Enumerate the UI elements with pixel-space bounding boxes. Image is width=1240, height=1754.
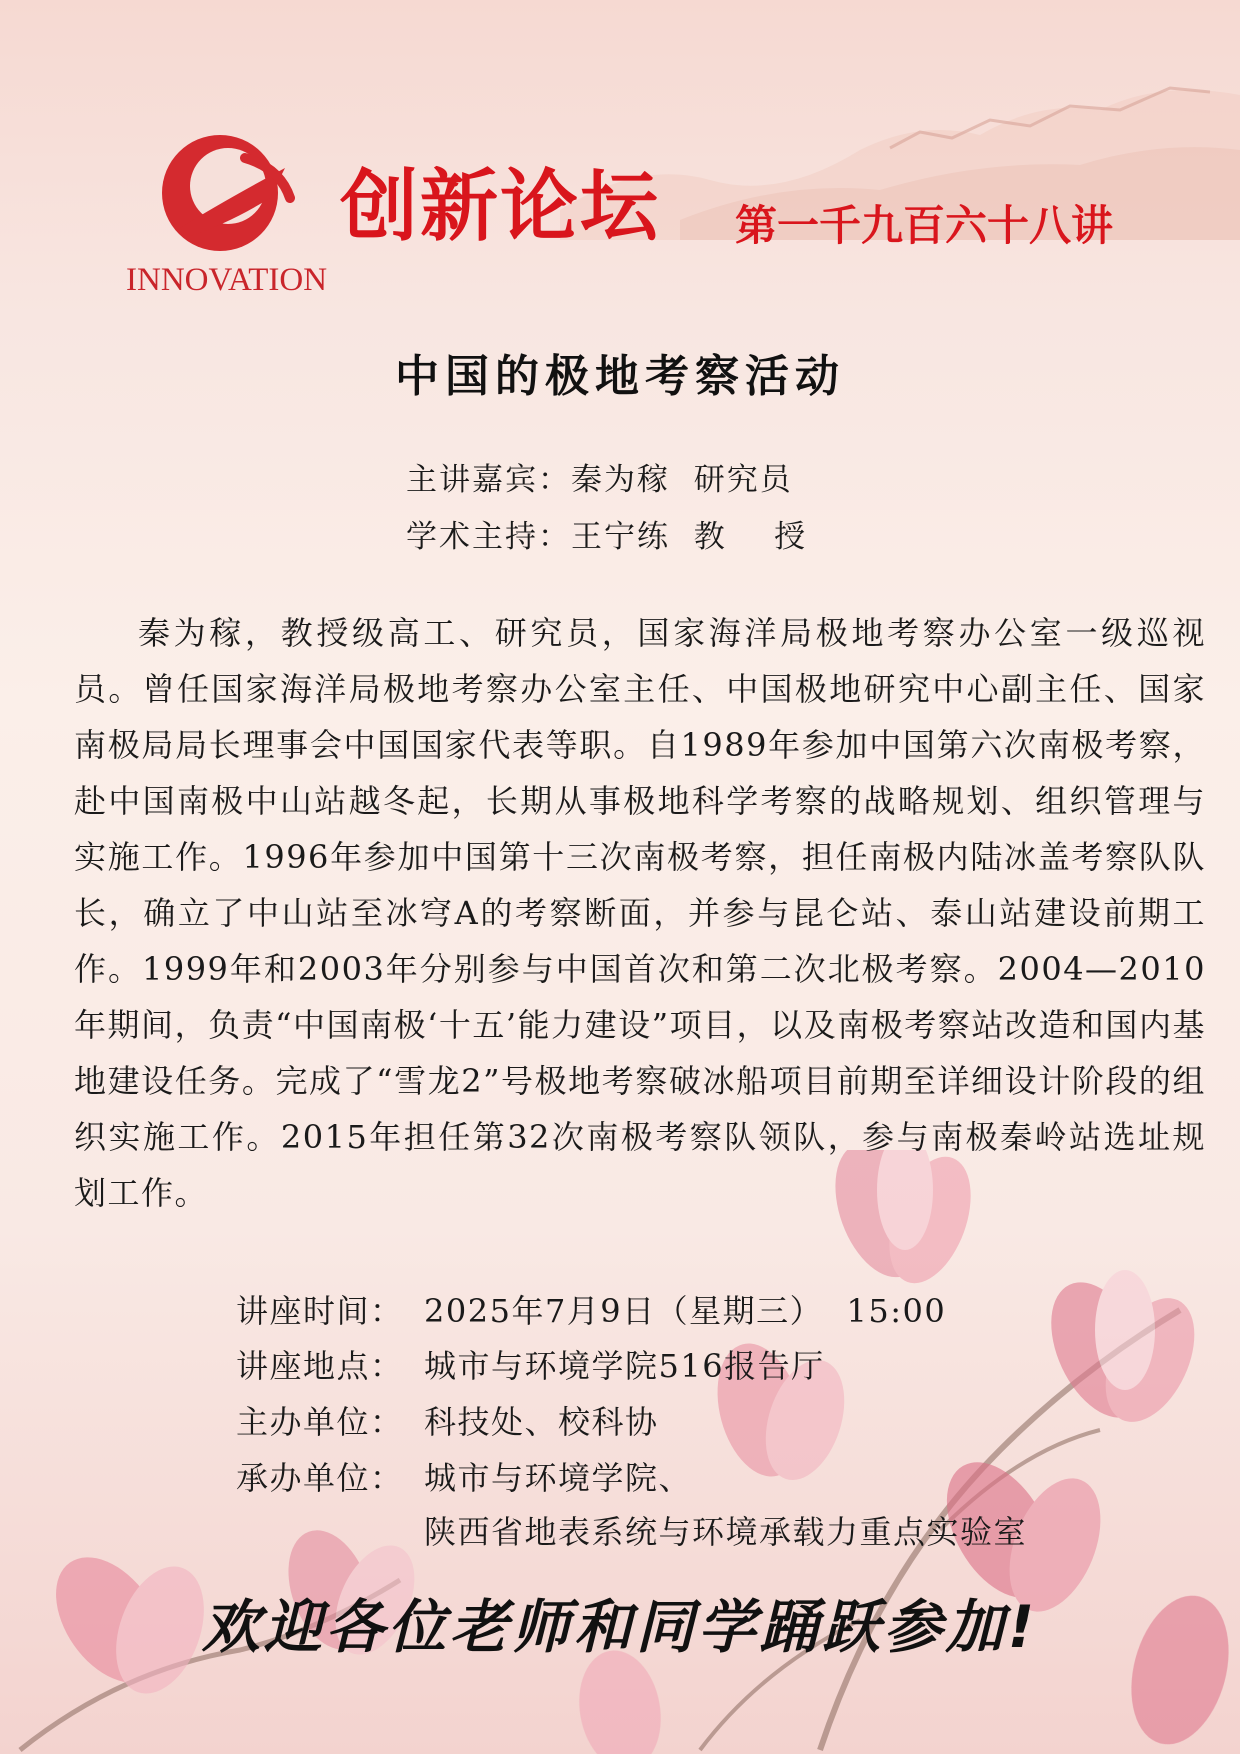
- co-organizer-row-2: [236, 1513, 1028, 1551]
- lecture-venue-label: 讲座地点：: [236, 1347, 404, 1385]
- speaker-name: 秦为稼 研究员: [571, 462, 793, 498]
- welcome-message: 欢迎各位老师和同学踊跃参加!: [201, 1593, 1039, 1661]
- co-organizer-row: [236, 1459, 693, 1497]
- lecture-time-label: 讲座时间：: [236, 1292, 404, 1330]
- forum-title: 创新论坛: [340, 162, 661, 252]
- co-organizer-value-2: 陕西省地表系统与环境承载力重点实验室: [424, 1513, 1028, 1551]
- lecture-venue-row: [236, 1347, 825, 1385]
- speaker-label: 主讲嘉宾：: [406, 462, 571, 498]
- lecture-time-value: 2025年7月9日（星期三） 15:00: [424, 1292, 947, 1330]
- speaker-biography: 秦为稼，教授级高工、研究员，国家海洋局极地考察办公室一级巡视员。曾任国家海洋局极地考察办公室主任、中国极地研究中心副主任、国家南极局局长理事会中国国家代表等职。自1989年参加中国第六次南极考察，赴中国南极中山站越冬起，长期从事极地科学考察的战略规划、组织管理与实施工作。1996年参加中国第十三次南极考察，担任南极内陆冰盖考察队队长，确立了中山站至冰穹A的考察断面，并参与昆仑站、泰山站建设前期工作。1999年和2003年分别参与中国首次和第二次北极考察。2004—2010年期间，负责“中国南极‘十五’能力建设”项目，以及南极考察站改造和国内基地建设任务。完成了“雪龙2”号极地考察破冰船项目前期至详细设计阶段的组织实施工作。2015年担任第32次南极考察队领队，参与南极秦岭站选址规划工作。: [74, 614, 1206, 1212]
- magnolia-flowers-decoration: [0, 1150, 1240, 1754]
- host-name: 王宁练 教 授: [571, 519, 808, 555]
- innovation-logo: [150, 128, 300, 258]
- logo-wordmark: INNOVATION: [126, 262, 328, 298]
- organizer-row: [236, 1403, 659, 1441]
- lecture-venue-value: 城市与环境学院516报告厅: [424, 1347, 825, 1385]
- speaker-line: [406, 462, 793, 498]
- lecture-number: 第一千九百六十八讲: [735, 201, 1114, 250]
- host-line: [406, 519, 808, 555]
- co-organizer-value-1: 城市与环境学院、: [424, 1459, 693, 1497]
- organizer-label: 主办单位：: [236, 1403, 404, 1441]
- lecture-time-row: [236, 1292, 947, 1330]
- organizer-value: 科技处、校科协: [424, 1403, 659, 1441]
- lecture-title: 中国的极地考察活动: [395, 351, 845, 402]
- host-label: 学术主持：: [406, 519, 571, 555]
- co-organizer-label: 承办单位：: [236, 1459, 404, 1497]
